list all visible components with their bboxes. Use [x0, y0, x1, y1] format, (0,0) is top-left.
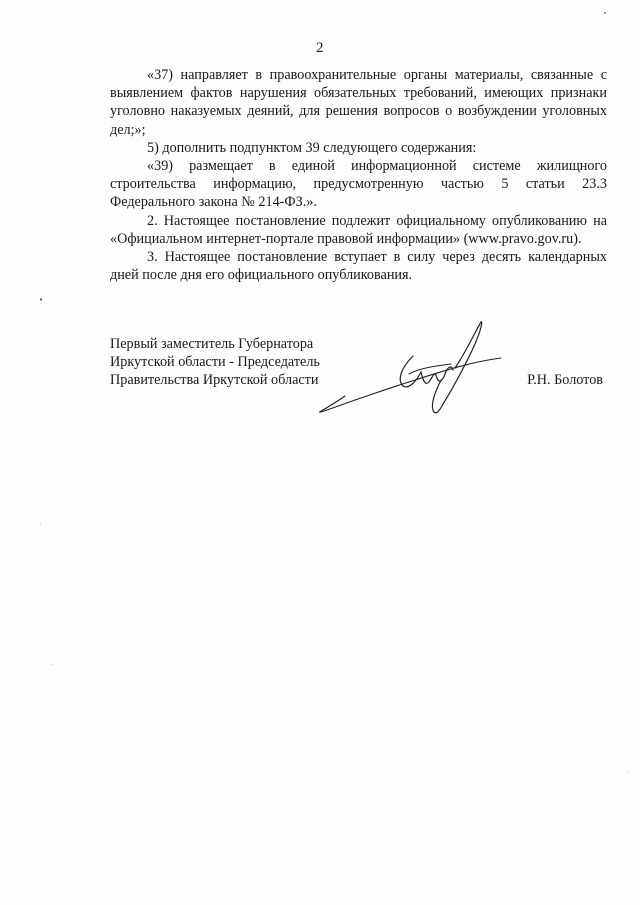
scan-speck — [604, 12, 606, 14]
scan-speck — [40, 524, 41, 525]
paragraph-item-39: «39) размещает в единой информационной системе жилищного строительства информацию, предусмотренную частью 5 статьи 23.3 Федерального закона № 214-ФЗ.». — [110, 158, 607, 211]
signer-title-line: Правительства Иркутской области — [110, 372, 319, 389]
paragraph-subitem-5: 5) дополнить подпунктом 39 следующего содержания: — [147, 139, 477, 156]
scan-speck — [628, 772, 629, 773]
signer-title — [110, 335, 320, 390]
handwritten-signature — [305, 318, 505, 418]
signer-name: Р.Н. Болотов — [527, 372, 603, 388]
paragraph-item-37: «37) направляет в правоохранительные органы материалы, связанные с выявлением фактов нарушения обязательных требований, имеющих признаки уголовно наказуемых деяний, для решения вопросов о возбуждении уголовных дел;»; — [110, 67, 607, 138]
page-number: 2 — [316, 40, 324, 56]
paragraph-effective-date: 3. Настоящее постановление вступает в силу через десять календарных дней после дня его официального опубликования. — [110, 249, 607, 284]
paragraph-publication: 2. Настоящее постановление подлежит официальному опубликованию на «Официальном интернет-портале правовой информации» (www.pravo.gov.ru). — [110, 212, 607, 247]
scan-speck — [51, 664, 52, 665]
scan-speck — [40, 298, 42, 301]
document-body — [110, 66, 607, 284]
signer-title-line: Первый заместитель Губернатора — [110, 336, 314, 352]
signer-title-line: Иркутской области - Председатель — [110, 354, 320, 371]
